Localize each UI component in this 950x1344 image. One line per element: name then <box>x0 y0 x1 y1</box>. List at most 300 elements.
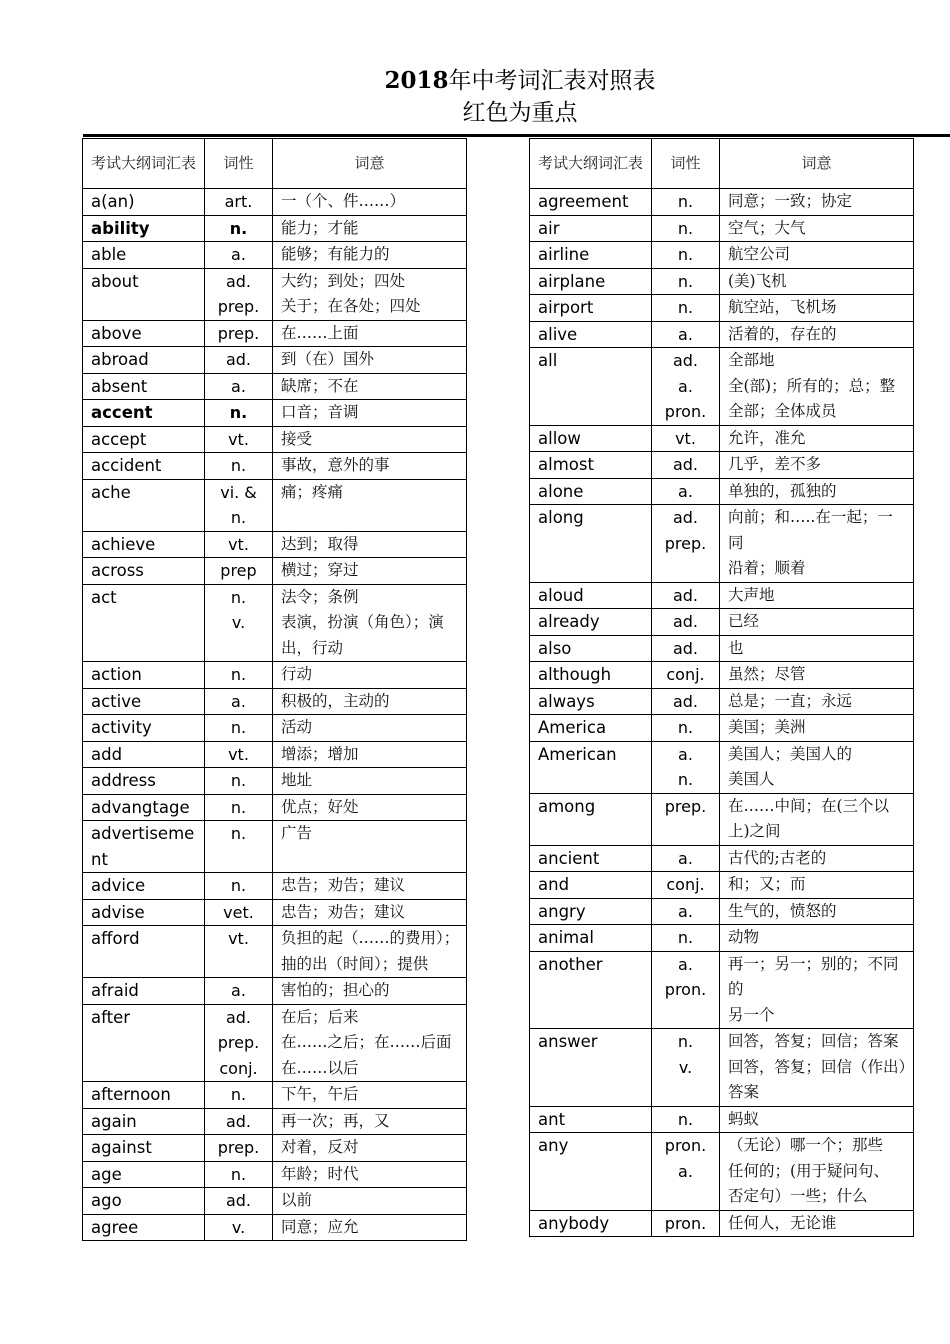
word-text: along <box>538 508 584 527</box>
word-text: all <box>538 351 558 370</box>
word-cell <box>83 1188 205 1215</box>
table-row <box>83 189 467 216</box>
word-text: accident <box>91 456 162 475</box>
meaning-text: 广告 <box>281 824 313 842</box>
meaning-cell <box>273 873 467 900</box>
table-row <box>530 1029 914 1107</box>
meaning-text: 同意；应允 <box>281 1217 359 1236</box>
pos-text: n. <box>230 508 247 527</box>
word-text: able <box>91 245 127 264</box>
pos-text: ad. <box>672 585 699 605</box>
word-cell <box>83 768 205 795</box>
pos-text: ad. <box>672 508 699 527</box>
meaning-text: 忠告；劝告；建议 <box>281 902 406 921</box>
table-row <box>83 426 467 453</box>
table-row <box>530 321 914 348</box>
pos-text: n. <box>230 797 247 817</box>
table-row <box>83 558 467 585</box>
meaning-text: 法令；条例 <box>281 587 359 606</box>
pos-cell <box>652 1106 720 1133</box>
pos-cell <box>652 872 720 899</box>
meaning-text: 沿着；顺着 <box>728 559 806 577</box>
pos-cell <box>652 635 720 662</box>
word-text: any <box>538 1136 569 1155</box>
pos-cell <box>205 1135 273 1162</box>
table-row <box>83 768 467 795</box>
pos-cell <box>652 1133 720 1211</box>
pos-cell <box>652 1029 720 1107</box>
table-row <box>530 295 914 322</box>
pos-text: pron. <box>664 1136 707 1155</box>
word-cell <box>83 558 205 585</box>
pos-text: a. <box>678 954 693 974</box>
word-text: ant <box>538 1109 566 1129</box>
pos-text: ad. <box>225 1111 252 1131</box>
pos-cell <box>205 926 273 978</box>
table-row <box>83 400 467 427</box>
word-text: always <box>538 691 595 711</box>
meaning-text: 忠告；劝告；建议 <box>281 876 406 894</box>
meaning-cell <box>273 189 467 216</box>
word-text: afraid <box>91 981 139 1000</box>
pos-text: vet. <box>223 902 254 922</box>
word-text: about <box>91 271 139 291</box>
pos-text: pron. <box>664 402 707 421</box>
table-row <box>530 268 914 295</box>
pos-cell <box>652 505 720 583</box>
title-divider <box>83 134 950 137</box>
word-text: action <box>91 665 142 684</box>
meaning-text: 到（在）国外 <box>281 350 375 368</box>
word-cell <box>530 845 652 872</box>
pos-text: ad. <box>225 271 252 291</box>
table-row <box>530 662 914 689</box>
meaning-text: 另一个 <box>728 1005 775 1024</box>
word-cell <box>83 899 205 926</box>
pos-text: n. <box>229 218 248 238</box>
pos-cell <box>652 295 720 322</box>
meaning-text: 全(部)；所有的；总；整 <box>728 376 896 395</box>
pos-text: v. <box>231 1217 246 1237</box>
meaning-text: 以前 <box>281 1191 313 1209</box>
meaning-cell <box>273 688 467 715</box>
pos-cell <box>652 741 720 793</box>
pos-text: vt. <box>228 429 249 449</box>
meaning-text: 增添；增加 <box>281 744 359 763</box>
document-subtitle: 红色为重点 <box>462 100 578 126</box>
word-cell <box>83 821 205 873</box>
table-row <box>83 794 467 821</box>
word-text: animal <box>538 928 594 947</box>
word-text-cont: nt <box>91 849 108 869</box>
table-row <box>83 373 467 400</box>
meaning-cell <box>273 1214 467 1241</box>
pos-text: vi. & <box>220 482 257 502</box>
table-row <box>83 741 467 768</box>
word-cell <box>530 872 652 899</box>
meaning-cell <box>720 1106 914 1133</box>
pos-cell <box>205 1161 273 1188</box>
word-text: activity <box>91 718 152 737</box>
word-text: advangtage <box>91 797 190 817</box>
meaning-text: 再一；另一；别的；不同 <box>728 954 899 973</box>
pos-text: ad. <box>672 691 699 711</box>
pos-text: prep. <box>217 1033 260 1052</box>
meaning-text: (美)飞机 <box>728 271 787 290</box>
pos-text: n. <box>677 770 694 789</box>
table-row <box>530 478 914 505</box>
pos-cell <box>205 479 273 531</box>
meaning-cell <box>273 926 467 978</box>
header-word: 考试大纲词汇表 <box>530 139 652 189</box>
word-cell <box>530 715 652 742</box>
word-cell <box>83 1161 205 1188</box>
meaning-cell <box>720 662 914 689</box>
meaning-cell <box>720 741 914 793</box>
meaning-text: 在……中间；在(三个以 <box>728 796 890 815</box>
table-row <box>83 1161 467 1188</box>
pos-text: n. <box>677 1109 694 1129</box>
meaning-cell <box>273 400 467 427</box>
word-text: air <box>538 218 560 238</box>
word-cell <box>530 425 652 452</box>
pos-text: vt. <box>228 744 249 764</box>
word-cell <box>83 189 205 216</box>
pos-text: a. <box>678 376 693 396</box>
table-row <box>530 505 914 583</box>
word-cell <box>83 794 205 821</box>
word-cell <box>530 321 652 348</box>
meaning-cell <box>720 1210 914 1237</box>
word-cell <box>83 584 205 662</box>
title-year: 2018 <box>384 67 449 94</box>
meaning-text: 美国；美洲 <box>728 718 806 736</box>
pos-text: n. <box>677 218 694 238</box>
word-text: advertiseme <box>91 824 195 843</box>
word-text: add <box>91 744 123 764</box>
pos-cell <box>205 268 273 320</box>
meaning-cell <box>720 635 914 662</box>
pos-cell <box>205 584 273 662</box>
word-cell <box>530 898 652 925</box>
pos-text: n. <box>677 271 694 291</box>
pos-text: vt. <box>228 534 249 554</box>
meaning-cell <box>720 348 914 426</box>
pos-text: n. <box>230 876 247 895</box>
meaning-text: 蚂蚁 <box>728 1109 760 1128</box>
table-row <box>83 1082 467 1109</box>
meaning-cell <box>273 1004 467 1082</box>
table-row <box>83 242 467 269</box>
meaning-cell <box>273 215 467 242</box>
word-cell <box>83 400 205 427</box>
word-cell <box>530 189 652 216</box>
pos-cell <box>205 320 273 347</box>
pos-cell <box>652 582 720 609</box>
word-cell <box>83 320 205 347</box>
word-text: anybody <box>538 1213 610 1233</box>
pos-text: n. <box>230 587 247 607</box>
pos-cell <box>652 1210 720 1237</box>
meaning-cell <box>273 268 467 320</box>
word-cell <box>530 688 652 715</box>
meaning-text: 否定句）一些；什么 <box>728 1187 868 1205</box>
pos-text: art. <box>224 192 253 211</box>
table-row <box>530 1210 914 1237</box>
table-row <box>83 320 467 347</box>
table-row <box>530 741 914 793</box>
meaning-text: 出，行动 <box>281 638 344 657</box>
pos-text: a. <box>678 848 693 868</box>
meaning-text: 大约；到处；四处 <box>281 271 406 290</box>
table-row <box>530 898 914 925</box>
pos-text: prep. <box>664 796 707 816</box>
table-row <box>530 348 914 426</box>
pos-cell <box>205 531 273 558</box>
meaning-text: 全部；全体成员 <box>728 402 837 420</box>
word-cell <box>83 741 205 768</box>
table-row <box>83 899 467 926</box>
word-cell <box>530 242 652 269</box>
meaning-cell <box>273 558 467 585</box>
pos-text: ad. <box>672 612 699 631</box>
meaning-cell <box>273 741 467 768</box>
pos-cell <box>205 768 273 795</box>
pos-text: n. <box>229 403 248 422</box>
word-text: ache <box>91 482 131 502</box>
meaning-cell <box>273 1135 467 1162</box>
table-row <box>530 872 914 899</box>
word-cell <box>530 582 652 609</box>
meaning-cell <box>273 453 467 480</box>
meaning-text: 虽然；尽管 <box>728 665 806 683</box>
table-row <box>83 688 467 715</box>
word-cell <box>83 1135 205 1162</box>
pos-cell <box>205 978 273 1005</box>
pos-cell <box>205 373 273 400</box>
pos-text: v. <box>678 1057 693 1077</box>
meaning-cell <box>273 1161 467 1188</box>
word-text: also <box>538 638 572 658</box>
word-text: American <box>538 744 617 764</box>
pos-cell <box>205 558 273 585</box>
meaning-text: 任何人，无论谁 <box>728 1213 837 1232</box>
word-cell <box>83 531 205 558</box>
pos-text: pron. <box>664 1213 707 1233</box>
pos-text: conj. <box>666 875 705 894</box>
meaning-cell <box>720 951 914 1029</box>
pos-cell <box>652 951 720 1029</box>
pos-cell <box>652 715 720 742</box>
meaning-cell <box>720 295 914 322</box>
word-text: alive <box>538 324 578 344</box>
table-row <box>83 715 467 742</box>
meaning-text: （无论）哪一个；那些 <box>728 1136 884 1154</box>
word-cell <box>530 348 652 426</box>
table-row <box>530 1106 914 1133</box>
word-cell <box>83 1082 205 1109</box>
pos-cell <box>652 189 720 216</box>
header-meaning: 词意 <box>720 139 914 189</box>
word-cell <box>530 662 652 689</box>
word-text: allow <box>538 428 581 448</box>
word-cell <box>83 926 205 978</box>
meaning-cell <box>273 1188 467 1215</box>
word-text: a(an) <box>91 192 135 211</box>
meaning-cell <box>720 215 914 242</box>
meaning-text: 能力；才能 <box>281 218 359 237</box>
meaning-text: 生气的，愤怒的 <box>728 901 837 920</box>
meaning-text: 能够；有能力的 <box>281 245 390 263</box>
meaning-cell <box>720 845 914 872</box>
word-cell <box>530 1106 652 1133</box>
pos-text: a. <box>231 981 246 1000</box>
meaning-cell <box>720 505 914 583</box>
word-text: America <box>538 718 607 737</box>
word-text: address <box>91 771 156 790</box>
table-row <box>83 1214 467 1241</box>
meaning-text: 在……之后；在……后面 <box>281 1033 452 1051</box>
header-pos: 词性 <box>205 139 273 189</box>
table-row <box>83 531 467 558</box>
pos-cell <box>205 453 273 480</box>
word-cell <box>530 1029 652 1107</box>
word-cell <box>83 479 205 531</box>
pos-cell <box>205 873 273 900</box>
table-row <box>83 347 467 374</box>
word-cell <box>530 478 652 505</box>
pos-cell <box>205 794 273 821</box>
meaning-text: 向前；和…..在一起；一 <box>728 508 893 526</box>
word-cell <box>83 1004 205 1082</box>
meaning-cell <box>273 479 467 531</box>
pos-text: ad. <box>225 1191 252 1210</box>
pos-cell <box>652 793 720 845</box>
pos-cell <box>652 609 720 636</box>
meaning-text: 抽的出（时间）；提供 <box>281 954 429 973</box>
pos-cell <box>652 268 720 295</box>
table-row <box>83 1004 467 1082</box>
meaning-text: 回答，答复；回信；答案 <box>728 1032 899 1050</box>
meaning-text: 同 <box>728 533 744 552</box>
pos-cell <box>205 1004 273 1082</box>
word-text: advise <box>91 902 145 922</box>
meaning-text: 活着的，存在的 <box>728 324 837 343</box>
meaning-cell <box>720 425 914 452</box>
pos-text: ad. <box>672 455 699 474</box>
table-row <box>83 662 467 689</box>
pos-text: prep <box>220 561 257 580</box>
meaning-text: 允许，准允 <box>728 428 806 447</box>
meaning-cell <box>273 531 467 558</box>
meaning-cell <box>720 478 914 505</box>
table-row <box>530 793 914 845</box>
pos-cell <box>652 452 720 479</box>
word-cell <box>530 295 652 322</box>
pos-text: n. <box>677 718 694 737</box>
pos-text: n. <box>230 1085 247 1104</box>
pos-cell <box>205 899 273 926</box>
meaning-cell <box>720 1029 914 1107</box>
meaning-cell <box>273 978 467 1005</box>
pos-cell <box>652 425 720 452</box>
word-text: ability <box>91 218 150 238</box>
pos-text: pron. <box>664 980 707 999</box>
meaning-cell <box>273 821 467 873</box>
word-text: another <box>538 954 603 974</box>
meaning-text: 一（个、件……） <box>281 192 406 210</box>
meaning-cell <box>720 582 914 609</box>
table-row <box>83 453 467 480</box>
meaning-cell <box>720 925 914 952</box>
table-row <box>83 926 467 978</box>
table-row <box>83 978 467 1005</box>
pos-cell <box>205 715 273 742</box>
word-text: achieve <box>91 534 156 554</box>
pos-cell <box>205 242 273 269</box>
word-cell <box>530 793 652 845</box>
meaning-text: 航空站，飞机场 <box>728 298 837 316</box>
word-text: above <box>91 323 142 343</box>
meaning-text: 的 <box>728 980 744 998</box>
pos-text: a. <box>231 691 246 711</box>
pos-text: n. <box>677 1032 694 1051</box>
meaning-cell <box>273 426 467 453</box>
meaning-text: 在……以后 <box>281 1058 359 1077</box>
table-row <box>83 873 467 900</box>
pos-text: a. <box>231 376 246 396</box>
word-cell <box>530 1210 652 1237</box>
table-row <box>530 215 914 242</box>
pos-cell <box>652 321 720 348</box>
meaning-text: 单独的，孤独的 <box>728 481 837 500</box>
table-row <box>83 215 467 242</box>
table-row <box>530 688 914 715</box>
pos-text: ad. <box>672 351 699 370</box>
meaning-text: 口音；音调 <box>281 403 359 421</box>
meaning-text: 关于；在各处；四处 <box>281 297 421 315</box>
word-cell <box>530 505 652 583</box>
meaning-text: 答案 <box>728 1083 760 1101</box>
meaning-text: 大声地 <box>728 585 775 604</box>
meaning-text: 年龄；时代 <box>281 1164 359 1183</box>
meaning-cell <box>720 1133 914 1211</box>
pos-cell <box>652 845 720 872</box>
table-row <box>530 951 914 1029</box>
meaning-text: 地址 <box>281 771 313 789</box>
meaning-text: 上)之间 <box>728 822 781 840</box>
table-row <box>530 635 914 662</box>
pos-cell <box>652 898 720 925</box>
table-row <box>530 845 914 872</box>
meaning-cell <box>720 898 914 925</box>
meaning-text: 再一次；再，又 <box>281 1111 390 1130</box>
word-cell <box>83 268 205 320</box>
word-text: again <box>91 1111 137 1131</box>
pos-text: ad. <box>672 638 699 658</box>
word-text: absent <box>91 376 148 396</box>
meaning-cell <box>273 347 467 374</box>
pos-cell <box>652 242 720 269</box>
word-cell <box>530 1133 652 1211</box>
meaning-text: 总是；一直；永远 <box>728 691 853 710</box>
word-text: angry <box>538 901 586 921</box>
word-cell <box>530 215 652 242</box>
pos-text: n. <box>677 298 694 317</box>
pos-text: a. <box>678 901 693 921</box>
word-cell <box>530 268 652 295</box>
meaning-text: 活动 <box>281 718 313 736</box>
